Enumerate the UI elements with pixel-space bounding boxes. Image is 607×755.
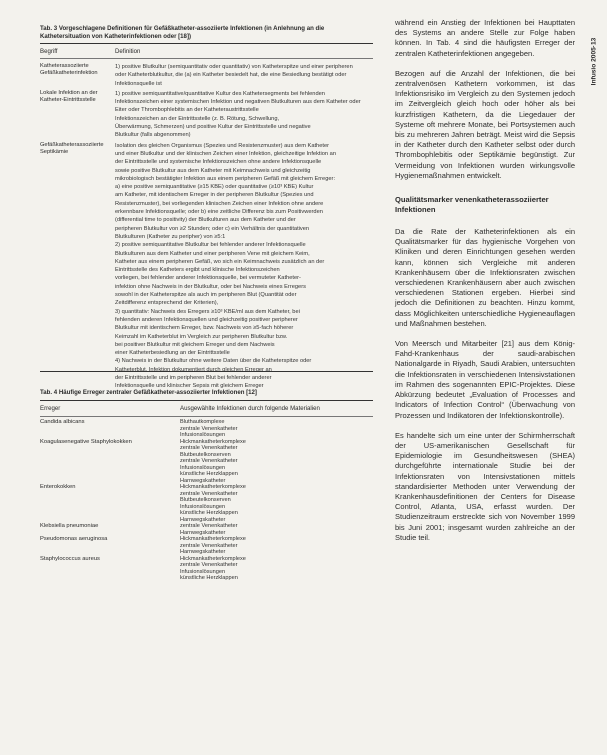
table4-pathogen: Staphylococcus aureus	[40, 555, 100, 562]
table4-site-item: Infusionslösungen	[180, 464, 226, 471]
table3-definition	[115, 63, 373, 88]
paragraph: während ein Anstieg der Infektionen bei Haupttaten des Systems an andere Stelle zur Folge haben können. In Tab. 4 sind die häufigsten Erreger der zentralen Katheterinfektionen angegeben.	[395, 18, 575, 58]
table4-site-item: zentrale Venenkatheter	[180, 445, 238, 451]
table4-site-list	[180, 556, 373, 582]
table4-site-item: Infusionslösungen	[180, 568, 226, 575]
table4-site-list	[180, 484, 373, 523]
table4-row	[40, 439, 373, 485]
table4-row	[40, 556, 373, 582]
table3-definition-line: erkennbare Infektionsquelle; oder b) eine zeitliche Differenz bis zum Positivwerden	[115, 209, 323, 216]
table3-definition-line: Blutkultur mit identischem Erreger, bzw. Nachweis von ≥5-fach höherer	[115, 325, 294, 332]
table3-definition-line: Blutkulturen (Katheter zu peripher) von ≥5:1	[115, 233, 226, 240]
paragraph: Von Meersch und Mitarbeiter [21] aus dem König-Fahd-Krankenhaus der saudi-arabischen Nationalgarde in Riyadh, Saudi Arabien, untersuchten die Infektionsraten in verschiedenen Intensivstationen im Rahmen des sogenannten EPIC-Projektes. Diese Abkürzung bedeutet „Evaluation of Processes and Indicators of Infection Control“ (Überwachung von Prozessen und Indikatoren der Infektionskontrolle).	[395, 339, 575, 420]
paragraph: Es handelte sich um eine unter der Schirmherrschaft der US-amerikanischen Gesellschaft für Epidemiologie im Gesundheitswesen (SHEA) durchgeführte internationale Studie bei der Infektionsraten von Intensivstationen mittels standardisierter Methoden unter Verwendung der Krankenhausdefinitionen der Centers for Disease Control, Atlanta, USA, erfasst wurden. Der Studienzeitraum erstreckte sich von November 1999 bis Juni 2001; insgesamt wurden zahlreiche an der Studie teil.	[395, 430, 575, 542]
table4-site-item: zentrale Venenkatheter	[180, 425, 238, 432]
table4-pathogen: Klebsiella pneumoniae	[40, 523, 99, 529]
table4-header	[40, 405, 373, 413]
table3-definition-line: Überwärmung, Schmerzen) und positive Kultur der Eintrittsstelle und negative	[115, 124, 311, 131]
table4-row	[40, 484, 373, 523]
table4-caption: Tab. 4 Häufige Erreger zentraler Gefäßkatheter-assoziierter Infektionen [12]	[40, 389, 257, 396]
table3-definition-line: 2) positive semiquantitative Blutkultur bei fehlender anderer Infektionsquelle	[115, 242, 306, 249]
table3-col-definition: Definition	[115, 48, 141, 55]
table4-site-item: Infusionslösungen	[180, 503, 226, 510]
table3-definition-line: vorliegen, bei fehlender anderer Infektionsquelle, bei vermuteter Katheter-	[115, 275, 301, 282]
table3-definition-line: Infektionsquelle ist	[115, 80, 162, 87]
table3-definition-line: 3) quantitativ: Nachweis des Erregers ≥10³ KBE/ml aus dem Katheter, bei	[115, 308, 300, 315]
table3-definition-line: der Eintrittsstelle und systemische Infektionszeichen ohne andere Infektionsquelle	[115, 159, 322, 166]
table3-definition-line: infektion ohne Nachweis in der Blutkultur, oder bei Nachweis eines Erregers	[115, 283, 306, 290]
table3-definition-line: Infektionsquelle und klinischer Sepsis mit gleichem Erreger	[115, 383, 264, 390]
table4-pathogen: Candida albicans	[40, 419, 85, 425]
table4-col-sites: Ausgewählte Infektionen durch folgende Materialien	[180, 405, 320, 412]
table4-site-item: Hickmankatheterkomplexe	[180, 555, 246, 562]
table4-site-item: zentrale Venenkatheter	[180, 542, 238, 549]
table4-site-item: zentrale Venenkatheter	[180, 562, 238, 568]
journal-sidebar	[586, 20, 600, 110]
table3-definition-line: Resistenzmuster), bei vorliegenden klinischen Zeichen einer Infektion ohne andere	[115, 200, 324, 207]
table4-site-item: künstliche Herzklappen	[180, 471, 238, 477]
paragraph: Bezogen auf die Anzahl der Infektionen, die bei zentralvenösen Kathetern vorkommen, ist das Infektionsrisiko im Vergleich zu den Systemen jedoch im Zeitvergleich gleich hoch oder höher als bei kurzfristigen Kathetern, da die Liegedauer der Systeme oft mehrere Monate, bei Portsystemen auch bis zu mehreren Jahren beträgt. Meist wird die Sepsis in der Katheter durch den Katheter selbst oder durch Thrombophlebitis oder Septikämie begünstigt. Zur Vermeidung von Infektionen wurden wirkungsvolle Hygienemaßnahmen entwickelt.	[395, 68, 575, 180]
table4-site-list	[180, 523, 373, 536]
table3-definition-line: Zeitdifferenz entsprechend der Kriterien),	[115, 300, 219, 307]
table3-header	[40, 48, 373, 56]
table3-bottom-rule	[40, 371, 373, 372]
table4-site-item: Blutbeutelkonserven	[180, 497, 231, 503]
table3-row	[40, 63, 373, 88]
table4-pathogen: Koagulasenegative Staphylokokken	[40, 438, 132, 445]
table4-row	[40, 419, 373, 439]
table4-site-item: zentrale Venenkatheter	[180, 490, 238, 497]
table3-definition-line: einer Katheterbesiedlung an der Eintrittsstelle	[115, 350, 230, 357]
table3-definition-line: der Eintrittsstelle und im peripheren Blut bei fehlender anderer	[115, 374, 272, 381]
table3-definition-line: (differential time to positivity) der Blutkulturen aus dem Katheter und der	[115, 217, 296, 224]
table4-pathogen: Enterokokken	[40, 484, 76, 490]
table3-definition-line: 4) Nachweis in der Blutkultur ohne weitere Daten über die Katheterspitze oder	[115, 358, 312, 365]
table3-definition-line: Blutkulturen aus dem Katheter und einer peripheren Vene mit gleichem Keim,	[115, 250, 310, 257]
table3-definition-line: Eiter oder Thrombophlebitis an der Katheteraustrittsstelle	[115, 107, 259, 114]
table4-site-list	[180, 419, 373, 439]
table3-definition-line: Katheter aus einem peripheren Gefäß, wo sich ein Keimnachweis zusätzlich an der	[115, 258, 325, 265]
table3-definition-line: sowie positive Blutkultur aus dem Katheter mit Keimnachweis und gleichzeitig	[115, 167, 311, 174]
table3-body	[40, 63, 373, 393]
table4-site-item: Harnwegskatheter	[180, 549, 226, 555]
table4-site-item: Infusionslösungen	[180, 432, 226, 438]
table4-site-item: Harnwegskatheter	[180, 477, 226, 484]
table4-site-item: Blutbeutelkonserven	[180, 451, 231, 458]
body-text-column	[395, 18, 575, 543]
table4-site-item: Harnwegskatheter	[180, 529, 226, 536]
table3-definition-line: sowohl in der Katheterspitze als auch im peripheren Blut (Quantität oder	[115, 292, 297, 299]
table3-col-term: Begriff	[40, 48, 58, 55]
table4-row	[40, 523, 373, 536]
table3-definition-line: 1) positive Blutkultur (semiquantitativ oder quantitativ) von Katheterspitze und einer peripheren	[115, 64, 353, 70]
table3-definition	[115, 142, 373, 391]
table4-site-item: Hickmankatheterkomplexe	[180, 438, 246, 445]
table3-definition-line: am Katheter, mit identischem Erreger in der peripheren Blutkultur (Spezies und	[115, 192, 314, 199]
table3-top-rule	[40, 43, 373, 44]
table4-top-rule	[40, 400, 373, 401]
table4-site-item: Bluthautkomplexe	[180, 419, 225, 425]
table3-term: Lokale Infektion an der Katheter-Eintrittsstelle	[40, 89, 98, 104]
section-heading: Qualitätsmarker venenkatheterassoziierter Infektionen	[395, 195, 549, 215]
table3-definition-line: Eintrittsstelle des Katheters ergibt und klinische Infektionszeichen	[115, 267, 280, 274]
table3-definition-line: Keimzahl im Katheterblut im Vergleich zur peripheren Blutkultur bzw.	[115, 333, 288, 340]
table3-definition-line: 1) positive semiquantitative/quantitative Kultur des Kathetersegments bei fehlenden	[115, 90, 325, 97]
table4-site-item: künstliche Herzklappen	[180, 510, 238, 516]
table3-row	[40, 90, 373, 140]
table4-site-item: künstliche Herzklappen	[180, 575, 238, 581]
table4-col-pathogen: Erreger	[40, 405, 61, 412]
table3-caption: Tab. 3 Vorgeschlagene Definitionen für Gefäßkatheter-assoziierte Infektionen (in Anlehnung an die Kathetersituation von Katheterinfektionen oder [18])	[40, 25, 325, 40]
table4-site-item: Hickmankatheterkomplexe	[180, 536, 246, 542]
table3-definition-line: fehlenden anderen Infektionsquellen und gleichzeitig positiver peripherer	[115, 316, 298, 323]
table4-site-item: Harnwegskatheter	[180, 516, 226, 523]
table3-row	[40, 142, 373, 391]
table3-definition-line: peripheren Blutkultur von ≥2 Stunden; oder c) ein Verhältnis der quantitativen	[115, 225, 310, 232]
paragraph: Da die Rate der Katheterinfektionen als ein Qualitätsmarker für das hygienische Vorgehen von Kliniken und deren Einrichtungen gesehen werden kann, können sich Vergleiche mit anderen Krankenhäusern über die Infektionsraten zwischen verschiedenen Krankenhäusern aber auch zwischen verschiedenen Stationen ergeben. Hierbei sind jedoch die Definitionen zu beachten. Hinzu kommt, dass Möglichkeiten unterschiedliche Hygieneauflagen und Maßnahmen bestehen.	[395, 227, 575, 328]
table3-header-rule	[40, 58, 373, 59]
table3-definition-line: mikrobiologisch bestätigter Infektion aus einem peripheren Gefäß mit gleichem Erreger:	[115, 175, 336, 182]
table3-term: Gefäßkatheterassoziierte Septikämie	[40, 141, 104, 156]
table4-body	[40, 419, 373, 582]
table3-definition-line: a) eine positive semiquantitative (≥15 KBE) oder quantitative (≥10³ KBE) Kultur	[115, 184, 314, 191]
journal-sidebar-label: Infusio 2005·13	[590, 37, 598, 86]
table4-site-list	[180, 439, 373, 485]
table4-site-item: Hickmankatheterkomplexe	[180, 484, 246, 490]
table3-definition-line: Isolation des gleichen Organismus (Spezies und Resistenzmuster) aus dem Katheter	[115, 142, 330, 149]
table3-term: Katheterassoziierte Gefäßkatheterinfektion	[40, 63, 98, 77]
table4-row	[40, 536, 373, 556]
table4-site-list	[180, 536, 373, 556]
table3-definition-line: Infektionszeichen einer systemischen Infektion und negativen Blutkulturen aus dem Katheter oder	[115, 99, 361, 106]
table3-definition-line: bei positiver Blutkultur mit gleichem Erreger und dem Nachweis	[115, 341, 275, 348]
table4-site-item: zentrale Venenkatheter	[180, 523, 238, 529]
table4-pathogen: Pseudomonas aeruginosa	[40, 536, 108, 542]
table4-site-item: zentrale Venenkatheter	[180, 458, 238, 464]
table3-definition-line: und einer Blutkultur und der klinischen Zeichen einer Infektion, gleichzeitige Infektion an	[115, 150, 336, 157]
table3-definition	[115, 90, 373, 140]
table3-definition-line: oder Katheterblutkultur, die (a) ein Katheter besiedelt hat, die eine Besiedlung bestätigt oder	[115, 72, 347, 79]
table3-definition-line: Blutkultur (falls abgenommen)	[115, 132, 191, 139]
table4-header-rule	[40, 416, 373, 417]
table3-definition-line: Katheterblut, Infektion dokumentiert durch gleichen Erreger an	[115, 366, 272, 373]
table3-definition-line: Infektionszeichen an der Eintrittsstelle (z. B. Rötung, Schwellung,	[115, 115, 280, 122]
